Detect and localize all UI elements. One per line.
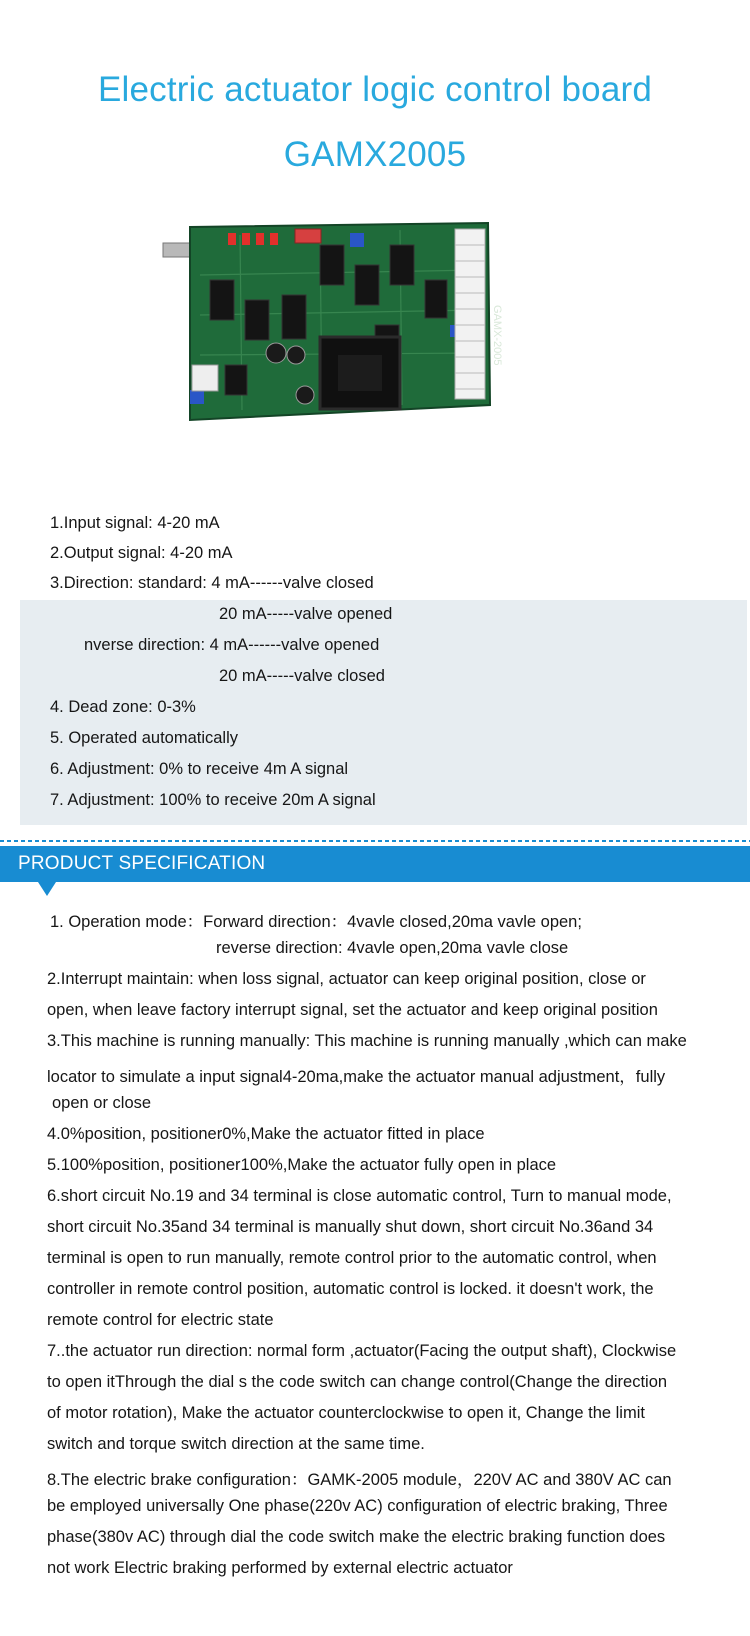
board-silkscreen-label: GAMX-2005 bbox=[491, 305, 503, 366]
spec-line: 1.Input signal: 4-20 mA bbox=[50, 514, 220, 532]
product-spec-line: 1. Operation mode：Forward direction：4vavle closed,20ma vavle open; bbox=[50, 913, 582, 931]
section-header-title: PRODUCT SPECIFICATION bbox=[18, 853, 266, 874]
product-spec-line: 3.This machine is running manually: This machine is running manually ,which can make bbox=[47, 1032, 687, 1050]
title-block bbox=[0, 0, 750, 200]
product-spec-line: controller in remote control position, automatic control is locked. it doesn't work, the bbox=[47, 1280, 654, 1298]
product-spec-line: switch and torque switch direction at the same time. bbox=[47, 1435, 425, 1453]
product-spec-line: 5.100%position, positioner100%,Make the actuator fully open in place bbox=[47, 1156, 557, 1174]
product-spec-line: locator to simulate a input signal4-20ma,make the actuator manual adjustment，fully bbox=[47, 1068, 666, 1086]
product-spec-line: 4.0%position, positioner0%,Make the actuator fitted in place bbox=[47, 1125, 485, 1143]
product-spec-line: be employed universally One phase(220v AC) configuration of electric braking, Three bbox=[47, 1497, 668, 1515]
product-spec-line: to open itThrough the dial s the code switch can change control(Change the direction bbox=[47, 1373, 668, 1391]
spec-line: 3.Direction: standard: 4 mA------valve closed bbox=[50, 574, 374, 592]
product-spec-line: remote control for electric state bbox=[47, 1311, 274, 1329]
product-spec-line: 6.short circuit No.19 and 34 terminal is close automatic control, Turn to manual mode, bbox=[47, 1187, 672, 1205]
spec-line: 7. Adjustment: 100% to receive 20m A signal bbox=[50, 791, 376, 809]
product-spec-line: phase(380v AC) through dial the code switch make the electric braking function does bbox=[47, 1528, 666, 1546]
product-spec-line: short circuit No.35and 34 terminal is manually shut down, short circuit No.36and 34 bbox=[47, 1218, 654, 1236]
spec-line: 4. Dead zone: 0-3% bbox=[50, 698, 196, 716]
spec-line: 20 mA-----valve closed bbox=[219, 667, 385, 685]
product-spec-line: 8.The electric brake configuration：GAMK-2005 module，220V AC and 380V AC can bbox=[47, 1471, 672, 1489]
product-spec-line: not work Electric braking performed by external electric actuator bbox=[47, 1559, 513, 1577]
product-spec-line: open or close bbox=[52, 1094, 152, 1112]
spec-line: nverse direction: 4 mA------valve opened bbox=[84, 636, 380, 654]
spec-line: 6. Adjustment: 0% to receive 4m A signal bbox=[50, 760, 349, 778]
product-spec-line: 2.Interrupt maintain: when loss signal, actuator can keep original position, close or bbox=[47, 970, 646, 988]
header-divider bbox=[0, 840, 750, 842]
product-spec-line: open, when leave factory interrupt signal, set the actuator and keep original position bbox=[47, 1001, 658, 1019]
circuit-board-image bbox=[20, 205, 730, 505]
spec-line: 20 mA-----valve opened bbox=[219, 605, 393, 623]
spec-line: 2.Output signal: 4-20 mA bbox=[50, 544, 233, 562]
page-title: Electric actuator logic control board bbox=[97, 70, 653, 109]
board-photo bbox=[20, 205, 730, 505]
model-title: GAMX2005 bbox=[283, 135, 467, 174]
product-spec-line: reverse direction: 4vavle open,20ma vavle close bbox=[216, 939, 569, 957]
spec-line: 5. Operated automatically bbox=[50, 729, 239, 747]
product-spec-line: of motor rotation), Make the actuator counterclockwise to open it, Change the limit bbox=[47, 1404, 645, 1422]
product-spec-line: 7..the actuator run direction: normal form ,actuator(Facing the output shaft), Clockwise bbox=[47, 1342, 677, 1360]
header-pointer-icon bbox=[38, 882, 56, 896]
product-spec-line: terminal is open to run manually, remote control prior to the automatic control, when bbox=[47, 1249, 657, 1267]
